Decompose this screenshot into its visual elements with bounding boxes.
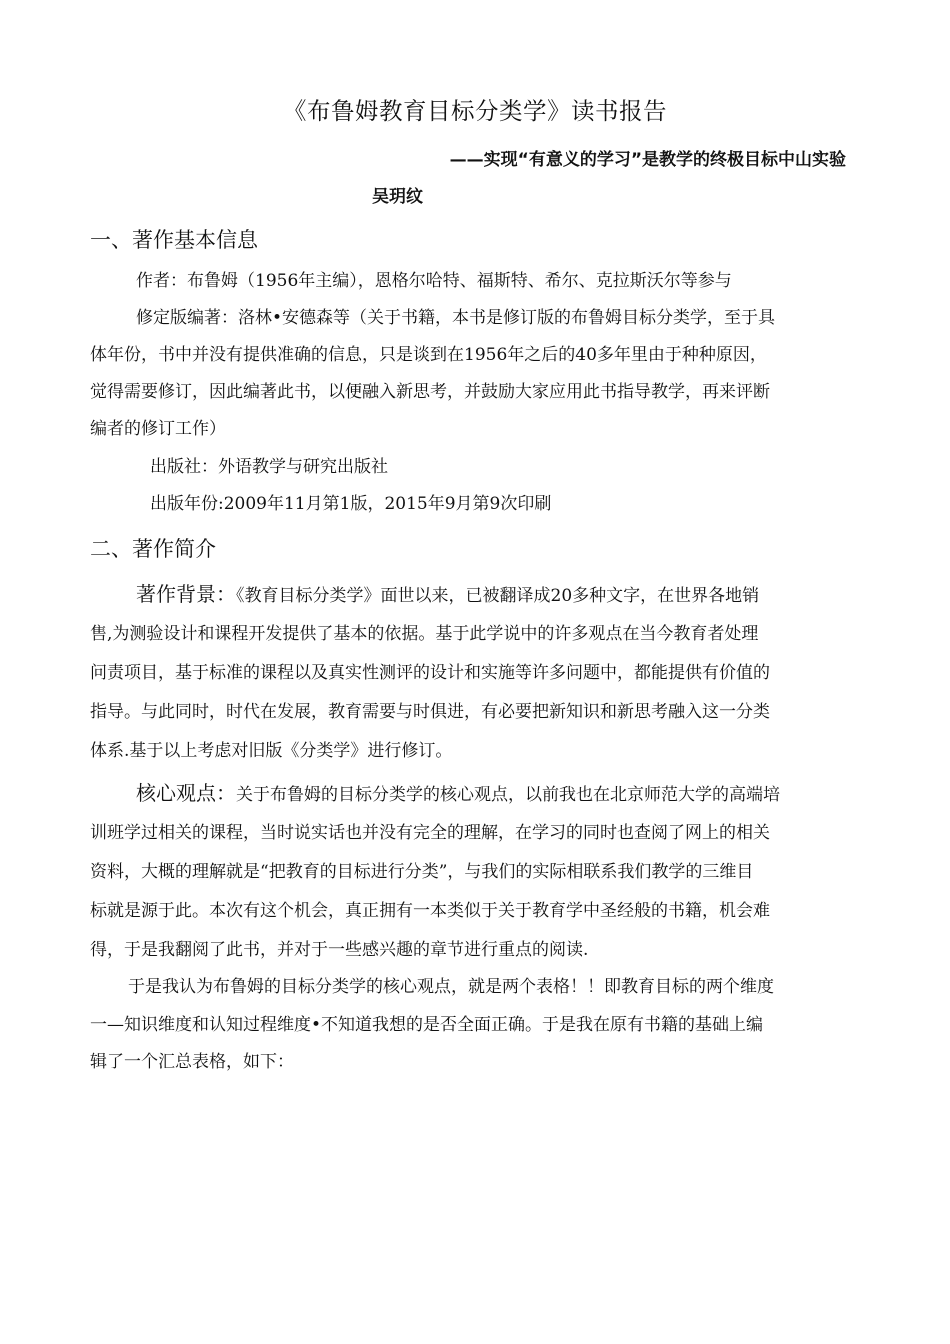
core-lead: 核心观点： (136, 781, 236, 805)
core-first-line (136, 777, 780, 806)
section1-heading: 一、著作基本信息 (90, 228, 258, 252)
report-author: 吴玥纹 (372, 187, 423, 207)
core-line: 标就是源于此。本次有这个机会，真正拥有一本类似于关于教育学中圣经般的书籍，机会难 (90, 901, 770, 921)
info-line-year: 出版年份:2009年11月第1版，2015年9月第9次印刷 (150, 494, 552, 514)
info-line-editor-cont: 觉得需要修订，因此编著此书，以便融入新思考，并鼓励大家应用此书指导教学，再来评断 (90, 382, 770, 402)
background-line: 体系.基于以上考虑对旧版《分类学》进行修订。 (90, 741, 453, 761)
core-line: 训班学过相关的课程，当时说实话也并没有完全的理解，在学习的同时也查阅了网上的相关 (90, 823, 770, 843)
background-lead: 著作背景： (136, 582, 236, 606)
summary-line: 辑了一个汇总表格，如下： (90, 1052, 294, 1072)
core-line: 资料，大概的理解就是“把教育的目标进行分类”，与我们的实际相联系我们教学的三维目 (90, 862, 754, 882)
info-line-editor-cont: 体年份，书中并没有提供准确的信息，只是谈到在1956年之后的40多年里由于种种原因， (90, 345, 767, 365)
background-line: 问责项目，基于标准的课程以及真实性测评的设计和实施等许多问题中，都能提供有价值的 (90, 663, 770, 683)
info-line-editor-cont: 编者的修订工作） (90, 419, 226, 439)
info-line-editor: 修定版编著：洛林•安德森等（关于书籍，本书是修订版的布鲁姆目标分类学，至于具 (136, 308, 776, 328)
core-line: 关于布鲁姆的目标分类学的核心观点，以前我也在北京师范大学的高端培 (236, 785, 780, 805)
section2-heading: 二、著作简介 (90, 537, 216, 561)
background-line: 《教育目标分类学》面世以来，已被翻译成20多种文字，在世界各地销 (236, 586, 760, 606)
background-first-line (136, 578, 759, 607)
core-line: 得，于是我翻阅了此书，并对于一些感兴趣的章节进行重点的阅读. (90, 940, 589, 960)
background-line: 售,为测验设计和课程开发提供了基本的依据。基于此学说中的许多观点在当今教育者处理 (90, 624, 759, 644)
info-line-author: 作者：布鲁姆（1956年主编），恩格尔哈特、福斯特、希尔、克拉斯沃尔等参与 (136, 271, 732, 291)
report-subtitle: ——实现“有意义的学习”是教学的终极目标中山实验 (449, 150, 846, 170)
report-title: 《布鲁姆教育目标分类学》读书报告 (283, 97, 667, 125)
summary-line: 于是我认为布鲁姆的目标分类学的核心观点，就是两个表格！！即教育目标的两个维度 (128, 977, 774, 997)
background-line: 指导。与此同时，时代在发展，教育需要与时俱进，有必要把新知识和新思考融入这一分类 (90, 702, 770, 722)
summary-line: 一—知识维度和认知过程维度•不知道我想的是否全面正确。于是我在原有书籍的基础上编 (90, 1015, 764, 1035)
info-line-publisher: 出版社：外语教学与研究出版社 (150, 457, 388, 477)
